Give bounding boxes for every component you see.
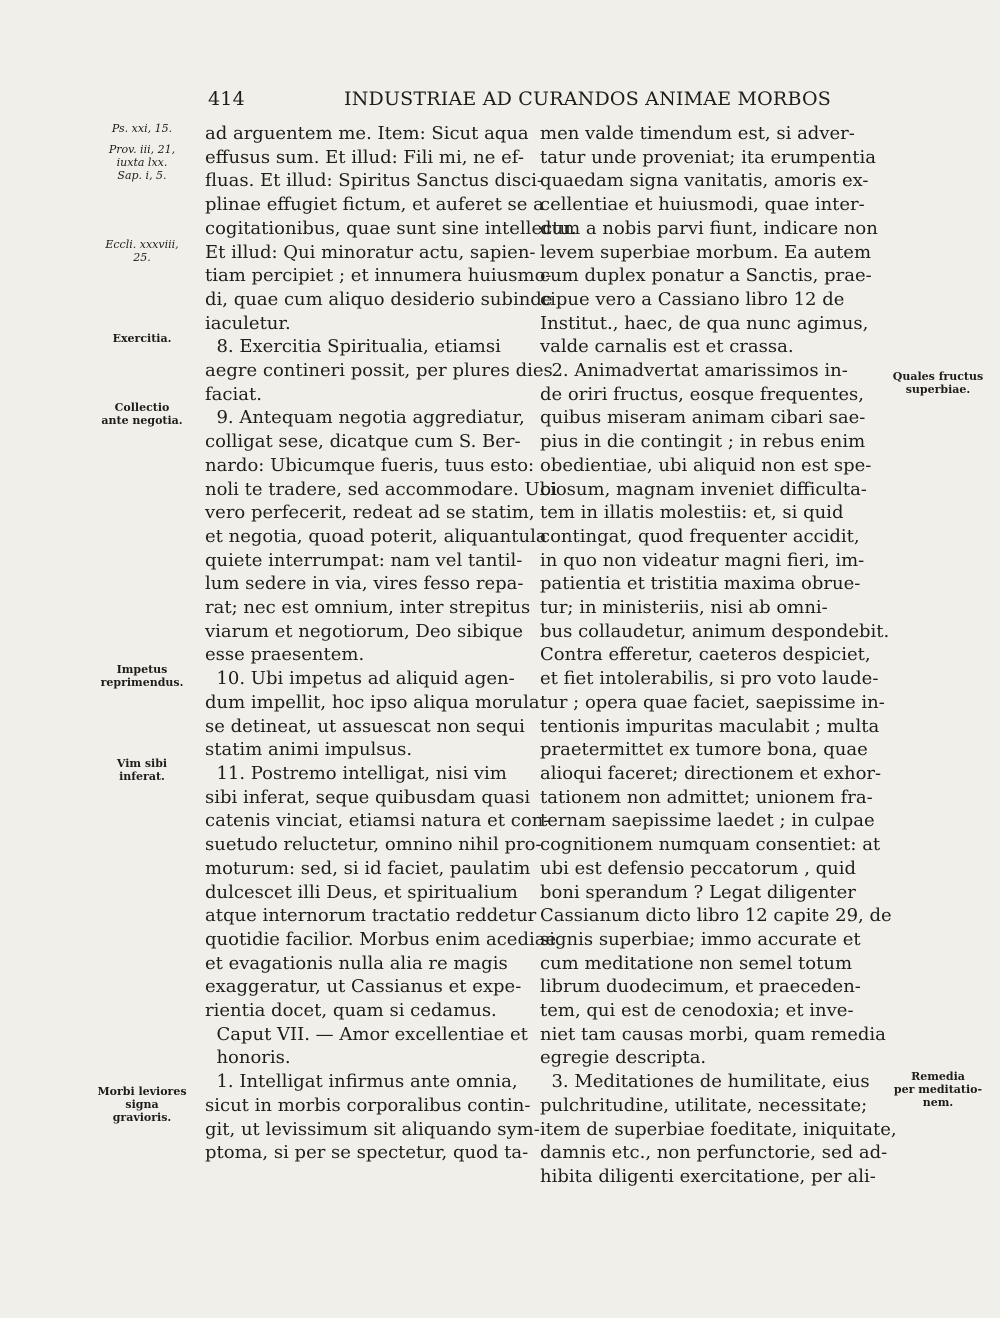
left-column-line: 9. Antequam negotia aggrediatur, xyxy=(205,407,525,429)
left-column-line: Caput VII. — Amor excellentiae et xyxy=(205,1023,528,1045)
running-title: INDUSTRIAE AD CURANDOS ANIMAE MORBOS xyxy=(344,88,831,110)
right-column-line: dum a nobis parvi fiunt, indicare non xyxy=(540,217,878,239)
left-margin-note-5: Impetus reprimendus. xyxy=(100,663,184,689)
right-column-line: niet tam causas morbi, quam remedia xyxy=(540,1023,886,1045)
left-column-line: sicut in morbis corporalibus contin- xyxy=(205,1094,531,1116)
left-column-line: ptoma, si per se spectetur, quod ta- xyxy=(205,1142,529,1164)
right-column-line: et fiet intolerabilis, si pro voto laude- xyxy=(540,668,879,690)
right-column-line: tatur unde proveniat; ita erumpentia xyxy=(540,146,876,168)
left-column-line: statim animi impulsus. xyxy=(205,739,413,761)
right-column-line: librum duodecimum, et praeceden- xyxy=(540,976,861,998)
left-column-line: atque internorum tractatio reddetur xyxy=(205,905,537,927)
left-column-line: nardo: Ubicumque fueris, tuus esto: xyxy=(205,454,535,476)
right-column-line: boni sperandum ? Legat diligenter xyxy=(540,881,856,903)
left-column-line: rat; nec est omnium, inter strepitus xyxy=(205,597,531,619)
right-column-line: pius in die contingit ; in rebus enim xyxy=(540,431,866,453)
left-column-line: Et illud: Qui minoratur actu, sapien- xyxy=(205,241,536,263)
left-column-line: catenis vinciat, etiamsi natura et con- xyxy=(205,810,550,832)
page-header xyxy=(208,88,831,120)
right-column-line: ternam saepissime laedet ; in culpae xyxy=(540,810,875,832)
right-column-line: tem, qui est de cenodoxia; et inve- xyxy=(540,1000,854,1022)
right-column-line: tur ; opera quae faciet, saepissime in- xyxy=(540,691,885,713)
left-column-line: moturum: sed, si id faciet, paulatim xyxy=(205,857,531,879)
left-column-line: 1. Intelligat infirmus ante omnia, xyxy=(205,1071,518,1093)
right-column-line: bus collaudetur, animum despondebit. xyxy=(540,620,890,642)
right-column-line: tem in illatis molestiis: et, si quid xyxy=(540,502,844,524)
right-column-line: de oriri fructus, eosque frequentes, xyxy=(540,383,864,405)
left-column-line: ad arguentem me. Item: Sicut aqua xyxy=(205,123,529,144)
right-column-line: alioqui faceret; directionem et exhor- xyxy=(540,762,882,784)
left-margin-note-3: Exercitia. xyxy=(112,332,172,345)
left-column-line: honoris. xyxy=(205,1047,291,1069)
right-column-line: levem superbiae morbum. Ea autem xyxy=(540,241,872,263)
left-column-line: et evagationis nulla alia re magis xyxy=(205,952,508,974)
right-column-line: Contra efferetur, caeteros despiciet, xyxy=(540,644,871,666)
right-column-line: ciosum, magnam inveniet difficulta- xyxy=(540,478,867,500)
right-column-line: patientia et tristitia maxima obrue- xyxy=(540,573,861,595)
right-column-line: cum duplex ponatur a Sanctis, prae- xyxy=(540,265,872,287)
right-column-line: praetermittet ex tumore bona, quae xyxy=(540,739,868,761)
right-column-line: item de superbiae foeditate, iniquitate, xyxy=(540,1118,897,1140)
left-column-line: sibi inferat, seque quibusdam quasi xyxy=(205,786,531,808)
right-column-line: Cassianum dicto libro 12 capite 29, de xyxy=(540,905,892,927)
left-column-line: di, quae cum aliquo desiderio subinde xyxy=(205,288,553,310)
left-column-line: colligat sese, dicatque cum S. Ber- xyxy=(205,431,521,453)
right-column-line: contingat, quod frequenter accidit, xyxy=(540,525,860,547)
left-margin-note-4: Collectio ante negotia. xyxy=(101,401,183,427)
left-column-line: quiete interrumpat: nam vel tantil- xyxy=(205,549,523,571)
left-column-line: quotidie facilior. Morbus enim acediae xyxy=(205,928,557,950)
right-column-line: cipue vero a Cassiano libro 12 de xyxy=(540,288,845,310)
left-margin-note-7: Morbi leviores signa gravioris. xyxy=(97,1085,187,1124)
left-column-line: fluas. Et illud: Spiritus Sanctus disci- xyxy=(205,170,543,192)
right-column-line: hibita diligenti exercitatione, per ali- xyxy=(540,1165,876,1187)
left-margin-note-1: Prov. iii, 21, iuxta lxx. Sap. i, 5. xyxy=(108,143,176,182)
left-column-line: dulcescet illi Deus, et spiritualium xyxy=(205,881,518,903)
left-column-line: cogitationibus, quae sunt sine intellectu. xyxy=(205,217,577,239)
right-column-line: signis superbiae; immo accurate et xyxy=(540,928,861,950)
left-column-line: suetudo reluctetur, omnino nihil pro- xyxy=(205,834,542,856)
left-column-line: 8. Exercitia Spiritualia, etiamsi xyxy=(205,336,501,358)
left-column-line: rientia docet, quam si cedamus. xyxy=(205,1000,497,1022)
left-margin-note-6: Vim sibi inferat. xyxy=(116,757,168,783)
right-column-line: ubi est defensio peccatorum , quid xyxy=(540,857,857,879)
left-column-line: plinae effugiet fictum, et auferet se a xyxy=(205,194,544,216)
right-column-line: tur; in ministeriis, nisi ab omni- xyxy=(540,597,828,619)
right-column-line: valde carnalis est et crassa. xyxy=(540,336,794,358)
left-column-line: git, ut levissimum sit aliquando sym- xyxy=(205,1118,540,1140)
left-column-line: viarum et negotiorum, Deo sibique xyxy=(205,620,524,642)
left-column-line: esse praesentem. xyxy=(205,644,365,666)
left-column-line: tiam percipiet ; et innumera huiusmo- xyxy=(205,265,552,287)
left-column-line: effusus sum. Et illud: Fili mi, ne ef- xyxy=(205,146,524,168)
right-column-line: quibus miseram animam cibari sae- xyxy=(540,407,866,429)
right-text-column xyxy=(540,122,897,1189)
right-column-line: tentionis impuritas maculabit ; multa xyxy=(540,715,880,737)
right-column-line: men valde timendum est, si adver- xyxy=(540,123,855,144)
right-column-line: cellentiae et huiusmodi, quae inter- xyxy=(540,194,865,216)
left-column-line: dum impellit, hoc ipso aliqua morula xyxy=(205,691,540,713)
right-column-line: pulchritudine, utilitate, necessitate; xyxy=(540,1094,868,1116)
left-column-line: vero perfecerit, redeat ad se statim, xyxy=(205,502,535,524)
right-column-line: damnis etc., non perfunctorie, sed ad- xyxy=(540,1142,888,1164)
right-column-line: in quo non videatur magni fieri, im- xyxy=(540,549,865,571)
right-column-line: obedientiae, ubi aliquid non est spe- xyxy=(540,454,872,476)
right-margin-note-0: Quales fructus superbiae. xyxy=(892,370,984,396)
left-column-line: se detineat, ut assuescat non sequi xyxy=(205,715,525,737)
right-column-line: Institut., haec, de qua nunc agimus, xyxy=(540,312,869,334)
left-text-column xyxy=(205,122,577,1165)
right-column-line: 2. Animadvertat amarissimos in- xyxy=(540,360,848,382)
right-column-line: 3. Meditationes de humilitate, eius xyxy=(540,1071,870,1093)
left-margin-note-0: Ps. xxi, 15. xyxy=(111,122,173,135)
left-column-line: 11. Postremo intelligat, nisi vim xyxy=(205,762,507,784)
left-column-line: et negotia, quoad poterit, aliquantula xyxy=(205,525,547,547)
left-column-line: faciat. xyxy=(205,383,262,405)
right-column-line: cognitionem numquam consentiet: at xyxy=(540,834,881,856)
bleed-through-mark-right-1 xyxy=(916,533,996,544)
bleed-through-mark-left-1 xyxy=(120,290,210,301)
right-column-line: cum meditatione non semel totum xyxy=(540,952,853,974)
left-column-line: exaggeratur, ut Cassianus et expe- xyxy=(205,976,522,998)
right-column-line: quaedam signa vanitatis, amoris ex- xyxy=(540,170,869,192)
page-number: 414 xyxy=(208,88,245,110)
left-column-line: noli te tradere, sed accommodare. Ubi xyxy=(205,478,557,500)
left-column-line: 10. Ubi impetus ad aliquid agen- xyxy=(205,668,515,690)
left-column-line: aegre contineri possit, per plures dies xyxy=(205,360,553,382)
left-margin-note-2: Eccli. xxxviii, 25. xyxy=(105,238,179,264)
right-column-line: tationem non admittet; unionem fra- xyxy=(540,786,873,808)
left-column-line: iaculetur. xyxy=(205,312,291,334)
right-column-line: egregie descripta. xyxy=(540,1047,707,1069)
left-column-line: lum sedere in via, vires fesso repa- xyxy=(205,573,524,595)
right-margin-note-1: Remedia per meditatio- nem. xyxy=(893,1070,983,1109)
